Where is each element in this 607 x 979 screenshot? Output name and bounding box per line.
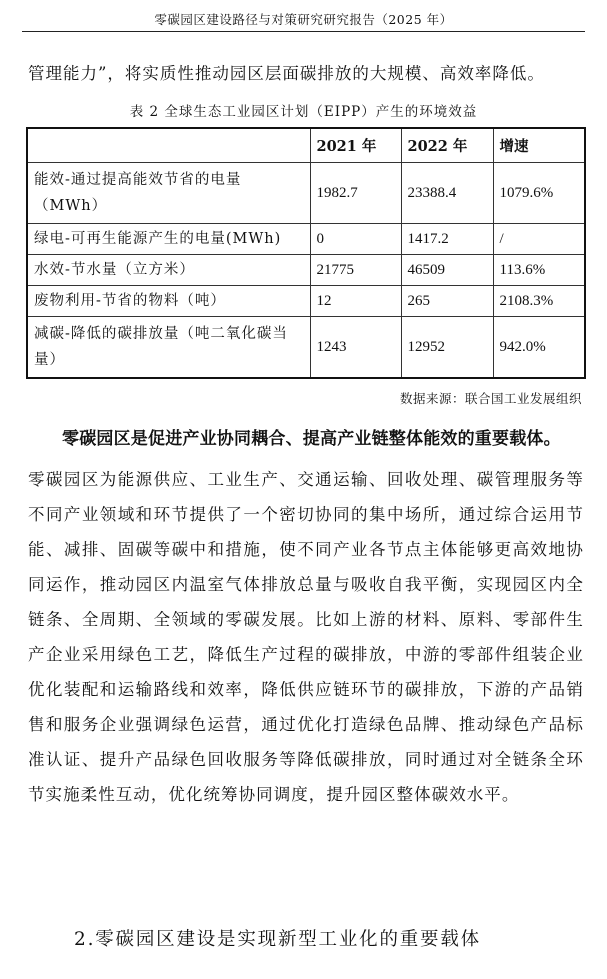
- header-divider: [22, 31, 585, 32]
- metric-cell: 水效-节水量（立方米）: [27, 255, 310, 286]
- value-2021-cell: 0: [310, 224, 401, 255]
- value-2022-cell: 12952: [401, 317, 493, 379]
- benefits-table: [26, 127, 586, 379]
- table-header-cell: 增速: [493, 128, 585, 163]
- metric-cell: 废物利用-节省的物料（吨）: [27, 286, 310, 317]
- growth-cell: 942.0%: [493, 317, 585, 379]
- value-2022-cell: 23388.4: [401, 163, 493, 224]
- intro-paragraph-tail: 管理能力”，将实质性推动园区层面碳排放的大规模、高效率降低。: [28, 64, 545, 83]
- table-row: [27, 255, 585, 286]
- metric-cell: 能效-通过提高能效节省的电量（MWh）: [27, 163, 310, 224]
- metric-cell: 绿电-可再生能源产生的电量(MWh): [27, 224, 310, 255]
- growth-cell: 2108.3%: [493, 286, 585, 317]
- growth-cell: 113.6%: [493, 255, 585, 286]
- table-row: [27, 163, 585, 224]
- value-2021-cell: 1982.7: [310, 163, 401, 224]
- table-header-cell: 2022 年: [401, 128, 493, 163]
- running-header: 零碳园区建设路径与对策研究研究报告（2025 年）: [154, 12, 453, 27]
- growth-cell: 1079.6%: [493, 163, 585, 224]
- data-source-note: 数据来源：联合国工业发展组织: [399, 391, 582, 406]
- value-2022-cell: 265: [401, 286, 493, 317]
- table-row: [27, 224, 585, 255]
- value-2022-cell: 1417.2: [401, 224, 493, 255]
- growth-cell: /: [493, 224, 585, 255]
- table-header-row: [27, 128, 585, 163]
- table-header-cell: [27, 128, 310, 163]
- body-paragraph: 零碳园区为能源供应、工业生产、交通运输、回收处理、碳管理服务等不同产业领域和环节提供了一个密切协同的集中场所，通过综合运用节能、减排、固碳等碳中和措施，使不同产业各节点主体能够更高效地协同运作，推动园区内温室气体排放总量与吸收自我平衡，实现园区内全链条、全周期、全领域的零碳发展。比如上游的材料、原料、零部件生产企业采用绿色工艺，降低生产过程的碳排放，中游的零部件组装企业优化装配和运输路线和效率，降低供应链环节的碳排放，下游的产品销售和服务企业强调绿色运营，通过优化打造绿色品牌、推动绿色产品标准认证、提升产品绿色回收服务等降低碳排放，同时通过对全链条全环节实施柔性互动，优化统筹协同调度，提升园区整体碳效水平。: [28, 470, 584, 804]
- table-caption: 表 2 全球生态工业园区计划（EIPP）产生的环境效益: [129, 104, 478, 120]
- value-2021-cell: 21775: [310, 255, 401, 286]
- metric-cell: 减碳-降低的碳排放量（吨二氧化碳当量）: [27, 317, 310, 379]
- value-2021-cell: 1243: [310, 317, 401, 379]
- topic-sentence: 零碳园区是促进产业协同耦合、提高产业链整体能效的重要载体。: [62, 429, 561, 449]
- value-2021-cell: 12: [310, 286, 401, 317]
- table-row: [27, 286, 585, 317]
- table-header-cell: 2021 年: [310, 128, 401, 163]
- value-2022-cell: 46509: [401, 255, 493, 286]
- section-heading: 2.零碳园区建设是实现新型工业化的重要载体: [74, 929, 481, 950]
- table-row: [27, 317, 585, 379]
